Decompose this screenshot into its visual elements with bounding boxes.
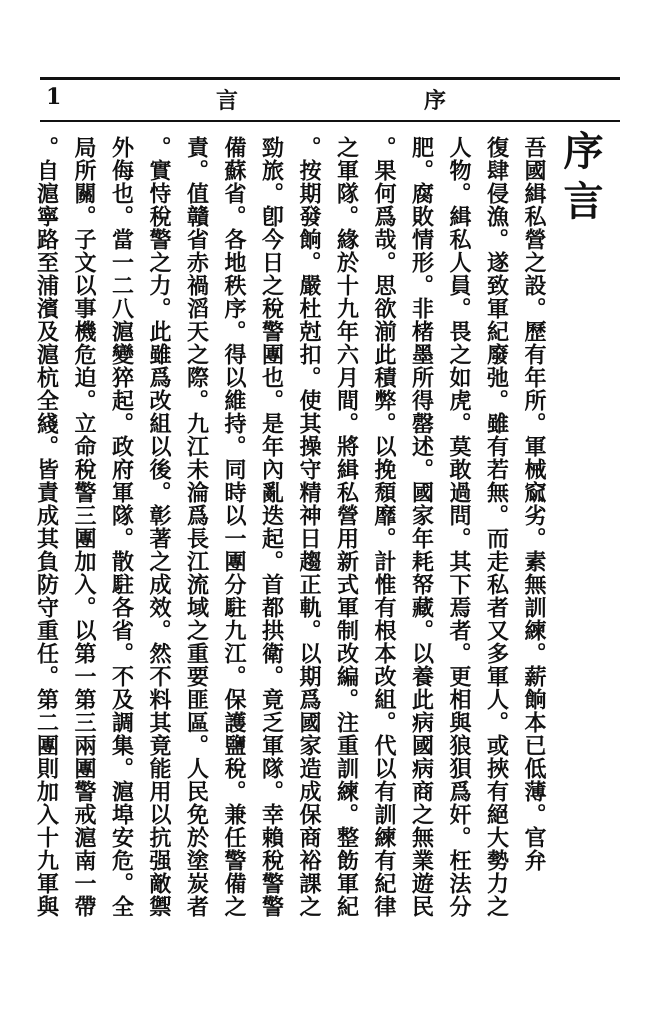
text-column: 之軍隊。緣於十九年六月間。將緝私營用新式軍制改編。注重訓練。整飭軍紀 [333, 136, 360, 918]
section-title: 序言 [557, 130, 604, 230]
text-column: 肥。腐敗情形。非楮墨所得罄述。國家年耗帑藏。以養此病國病商之無業遊民 [408, 136, 435, 918]
text-column: 。自滬寧路至浦濱及滬杭全綫。皆責成其負防守重任。第二團則加入十九軍與 [33, 136, 60, 918]
text-column: 外侮也。當一二八滬變猝起。政府軍隊。散駐各省。不及調集。滬埠安危。全 [108, 136, 135, 918]
text-column: 復肆侵漁。遂致軍紀廢弛。雖有若無。而走私者又多軍人。或挾有絕大勢力之 [483, 136, 510, 918]
page-number: 1 [46, 84, 62, 110]
header-top-rule [40, 77, 620, 80]
header-bottom-rule [40, 120, 620, 122]
text-column: 勁旅。卽今日之稅警團也。是年內亂迭起。首都拱衛。竟乏軍隊。幸賴稅警警 [258, 136, 285, 918]
text-column: 責。值贛省赤禍滔天之際。九江未淪爲長江流域之重要匪區。人民免於塗炭者 [183, 136, 210, 918]
running-header-char-2: 言 [216, 88, 239, 114]
text-column: 。果何爲哉。思欲湔此積弊。以挽頹靡。計惟有根本改組。代以有訓練有紀律 [371, 136, 397, 918]
text-column: 吾國緝私營之設。歷有年所。軍械窳劣。素無訓練。薪餉本已低薄。官弁 [521, 136, 547, 872]
text-column: 。實恃稅警之力。此雖爲改組以後。彰著之成效。然不料其竟能用以抗强敵禦 [146, 136, 172, 918]
running-header-char-1: 序 [424, 88, 447, 114]
body-text [27, 136, 552, 976]
text-column: 備蘇省。各地秩序。得以維持。同時以一團分駐九江。保護鹽稅。兼任警備之 [221, 136, 247, 918]
text-column: 局所關。子文以事機危迫。立命稅警三團加入。以第一第三兩團警戒滬南一帶 [71, 136, 97, 918]
text-column: 。按期發餉。嚴杜尅扣。使其操守精神日趨正軌。以期爲國家造成保商裕課之 [296, 136, 322, 918]
text-column: 人物。緝私人員。畏之如虎。莫敢過問。其下焉者。更相與狼狽爲奸。枉法分 [446, 136, 472, 918]
